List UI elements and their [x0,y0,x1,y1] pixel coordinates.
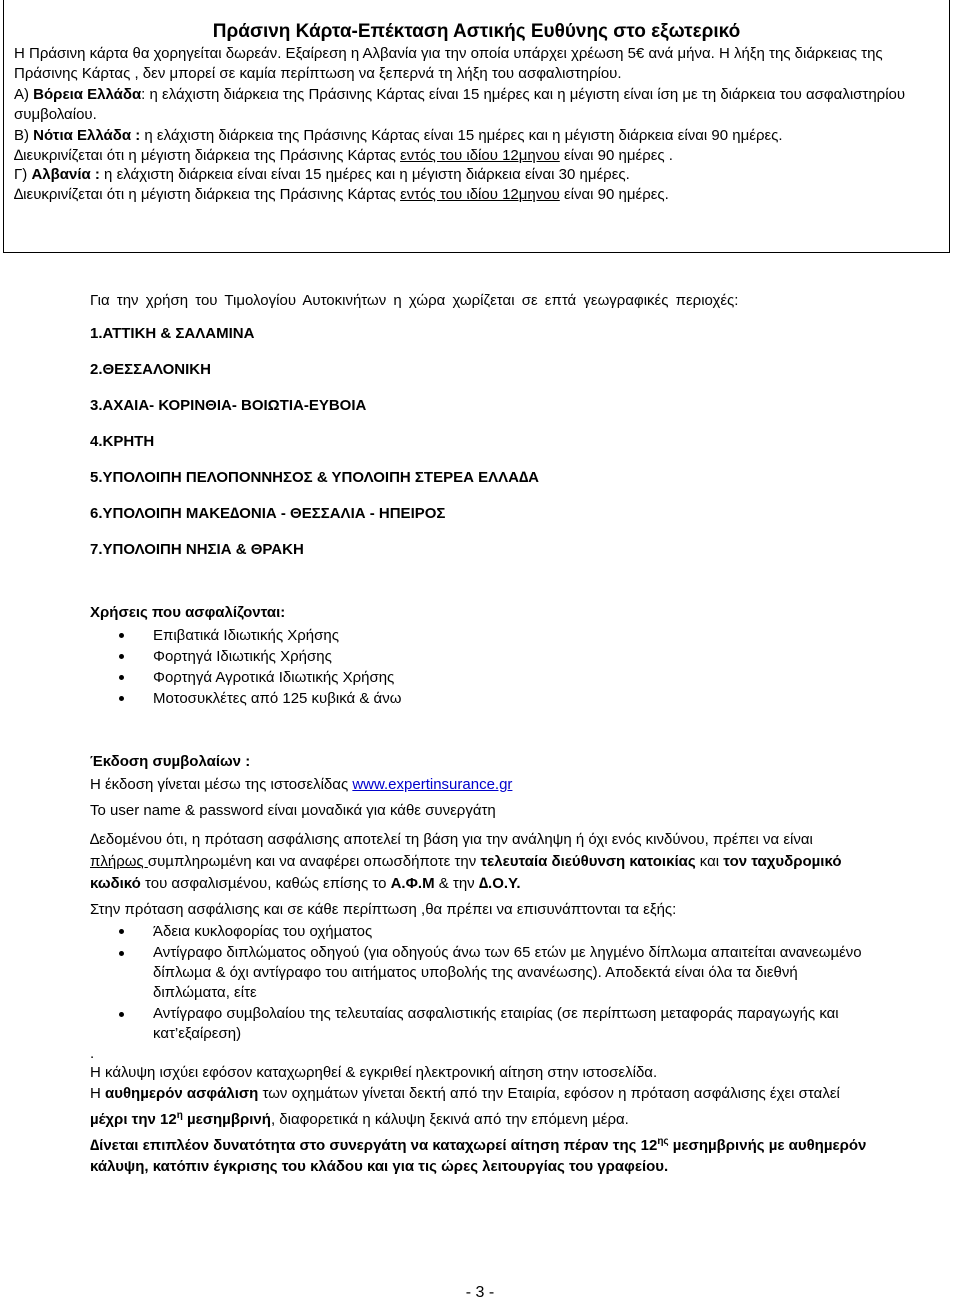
main-content [90,290,870,1177]
box-intro: Η Πράσινη κάρτα θα χορηγείται δωρεάν. Εξαίρεση η Αλβανία για την οποία υπάρχει χρέωση 5€ ανά μήνα. Η λήξη της διάρκειας της Πράσινης Κάρτας , δεν μπορεί σε καμία περίπτωση να ξεπερνά τη λήξη του ασφαλιστηρίου. [14,45,883,82]
box-title: Πράσινη Κάρτα-Επέκταση Αστικής Ευθύνης στο εξωτερικό [212,21,741,42]
list-item: Φορτηγά Αγροτικά Ιδιωτικής Χρήσης [90,667,870,688]
note-south: ∆ιευκρινίζεται ότι η μέγιστη διάρκεια της Πράσινης Κάρτας εντός του ιδίου 12μηνου είναι 90 ημέρες . [14,146,673,164]
uses-heading: Χρήσεις που ασφαλίζονται: [90,604,286,621]
list-item: Μοτοσυκλέτες από 125 κυβικά & άνω [90,688,870,709]
uses-list [90,625,870,709]
list-item: Φορτηγά Ιδιωτικής Χρήσης [90,646,870,667]
region-item: 7.ΥΠΟΛΟΙΠΗ ΝΗΣΙΑ & ΘΡΑΚΗ [90,541,304,558]
green-card-box [3,0,950,253]
coverage-line: Η κάλυψη ισχύει εφόσον καταχωρηθεί & εγκριθεί ηλεκτρονική αίτηση στην ιστοσελίδα. [90,1064,658,1081]
page-number: - 3 - [465,1284,495,1301]
list-item: Αντίγραφο διπλώµατος οδηγού (για οδηγούς άνω των 65 ετών µε ληγµένο δίπλωµα απαιτείται ανανεωµένο δίπλωµα & όχι αντίγραφο του αιτήµατος υποβολής της ανανέωσης). Αποδεκτά είναι όλα τα διεθνή διπλώµατα, είτε [90,943,870,1003]
same-day-paragraph: Η αυθηµερόν ασφάλιση των οχηµάτων γίνεται δεκτή από την Εταιρία, εφόσον η πρόταση ασφάλισης έχει σταλεί µέχρι την $12^\eta$ µεσηµβρινή, διαφορετικά η κάλυψη ξεκινά από την επόµενη µέρα. [90,1085,840,1128]
attach-list [90,921,870,1044]
list-item: Αντίγραφο συµβολαίου της τελευταίας ασφαλιστικής εταιρίας (σε περίπτωση µεταφοράς παραγωγής και κατ’εξαίρεση) [90,1004,870,1044]
extra-paragraph: ∆ίνεται επιπλέον δυνατότητα στο συνεργάτη να καταχωρεί αίτηση πέραν της $12^{\eta\varsigma}$ µεσηµβρινής µε αυθηµερόν κάλυψη, κατόπιν έγκρισης του κλάδου και για τις ώρες λειτουργίας του γραφείου. [90,1136,867,1175]
rule-albania: Γ) Αλβανία : η ελάχιστη διάρκεια είναι είναι 15 ημέρες και η μέγιστη διάρκεια είναι 30 ημέρες. [14,166,630,183]
proposal-paragraph: ∆εδοµένου ότι, η πρόταση ασφάλισης αποτελεί τη βάση για την ανάληψη ή όχι ενός κινδύνου, πρέπει να είναι πλήρως συµπληρωµένη και να αναφέρει οπωσδήποτε την τελευταία διεύθυνση κατοικίας και τον ταχυδροµικό κωδικό του ασφαλισµένου, καθώς επίσης το Α.Φ.Μ & την ∆.Ο.Υ. [90,831,842,892]
rule-north: Α) Βόρεια Ελλάδα: η ελάχιστη διάρκεια της Πράσινης Κάρτας είναι 15 ημέρες και η μέγιστη είναι ίση με τη διάρκεια του ασφαλιστηρίου συμβολαίου. [14,86,906,123]
issuance-line2: Το user name & password είναι µοναδικά για κάθε συνεργάτη [90,802,496,819]
website-link[interactable]: www.expertinsurance.gr [352,776,513,793]
dot: . [90,1045,95,1062]
region-item: 6.ΥΠΟΛΟΙΠΗ ΜΑΚΕ∆ΟΝΙΑ - ΘΕΣΣΑΛΙΑ - ΗΠΕΙΡΟΣ [90,505,446,522]
region-item: 5.ΥΠΟΛΟΙΠΗ ΠΕΛΟΠΟΝΝΗΣΟΣ & ΥΠΟΛΟΙΠΗ ΣΤΕΡΕΑ ΕΛΛΑ∆Α [90,469,539,486]
regions-intro: Για την χρήση του Τιμολογίου Αυτοκινήτων η χώρα χωρίζεται σε επτά γεωγραφικές περιοχές: [90,292,739,309]
region-item: 4.ΚΡΗΤΗ [90,433,155,450]
issuance-heading: Έκδοση συµβολαίων : [90,753,251,770]
rule-south: Β) Νότια Ελλάδα : η ελάχιστη διάρκεια της Πράσινης Κάρτας είναι 15 ημέρες και η μέγιστη διάρκεια είναι 90 ημέρες. [14,127,783,144]
list-item: Άδεια κυκλοφορίας του οχήµατος [90,921,870,942]
region-item: 1.ΑΤΤΙΚΗ & ΣΑΛΑΜΙΝΑ [90,325,255,342]
attach-intro: Στην πρόταση ασφάλισης και σε κάθε περίπτωση ,θα πρέπει να επισυνάπτονται τα εξής: [90,901,677,918]
note-albania: ∆ιευκρινίζεται ότι η μέγιστη διάρκεια της Πράσινης Κάρτας εντός του ιδίου 12μηνου είναι 90 ημέρες. [14,185,669,203]
region-item: 3.ΑΧΑΙΑ- ΚΟΡΙΝΘΙΑ- ΒΟΙΩΤΙΑ-ΕΥΒΟΙΑ [90,397,367,414]
issuance-line1: Η έκδοση γίνεται µέσω της ιστοσελίδας www.expertinsurance.gr [90,776,513,793]
region-item: 2.ΘΕΣΣΑΛΟΝΙΚΗ [90,361,211,378]
list-item: Επιβατικά Ιδιωτικής Χρήσης [90,625,870,646]
